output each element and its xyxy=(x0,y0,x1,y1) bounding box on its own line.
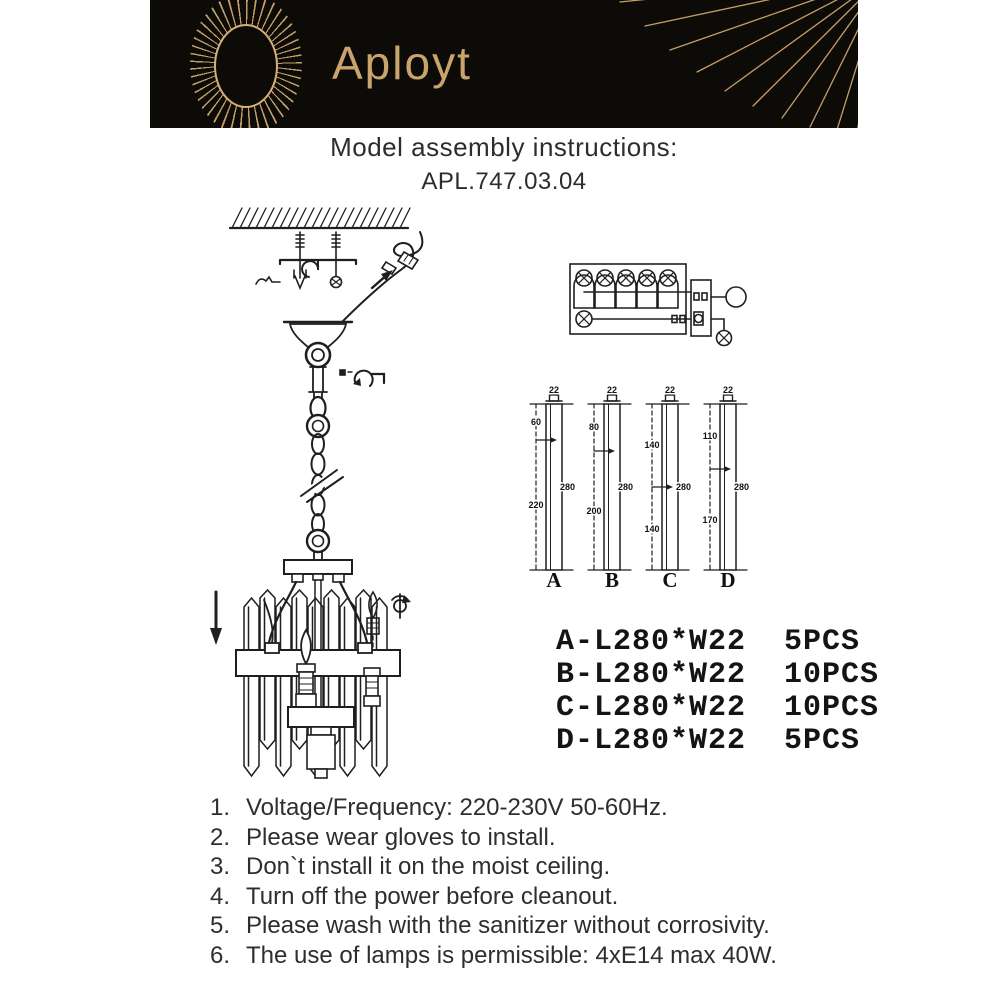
crystal-c-length-label: 280 xyxy=(675,482,692,492)
twist-lock-symbol xyxy=(340,370,384,386)
crystal-b-bottom-offset-label: 200 xyxy=(586,506,602,516)
instruction-text: Don`t install it on the moist ceiling. xyxy=(246,853,611,881)
instruction-number: 4. xyxy=(209,882,230,910)
lamp-symbol-bottom xyxy=(576,311,691,327)
crystal-c-letter: C xyxy=(662,568,678,589)
lamp-symbols-row xyxy=(574,270,678,308)
instruction-number: 2. xyxy=(209,823,230,851)
instruction-item xyxy=(196,852,876,882)
ceiling-hook-icon xyxy=(302,260,318,277)
part-label: A-L280*W22 xyxy=(556,625,747,659)
crystal-strip-b xyxy=(584,384,640,589)
crystal-b-top-offset-label: 80 xyxy=(588,422,600,432)
crystal-b-length-label: 280 xyxy=(617,482,634,492)
crystal-a-length-label: 280 xyxy=(559,482,576,492)
crystal-d-width-label: 22 xyxy=(722,385,734,395)
instruction-item xyxy=(196,911,876,941)
part-row xyxy=(556,626,896,659)
crystal-a-letter: A xyxy=(546,568,562,589)
crystal-strip-c xyxy=(642,384,698,589)
crystal-c-width-label: 22 xyxy=(664,385,676,395)
crystal-c-bottom-offset-label: 140 xyxy=(644,524,660,534)
instruction-number: 5. xyxy=(209,912,230,940)
sheet-title: Model assembly instructions: xyxy=(330,132,678,162)
instruction-number: 6. xyxy=(209,941,230,969)
brand-banner xyxy=(150,0,858,128)
title-block xyxy=(150,132,858,196)
instruction-text: Please wear gloves to install. xyxy=(246,823,556,851)
part-row xyxy=(556,725,896,758)
parts-list xyxy=(556,626,896,758)
brand-logo-text: Aployt xyxy=(332,37,472,89)
crystal-d-top-offset-label: 110 xyxy=(702,431,718,441)
part-label: D-L280*W22 xyxy=(556,724,747,758)
instruction-text: The use of lamps is permissible: 4xE14 max 40W. xyxy=(246,941,777,969)
right-socket xyxy=(364,668,380,706)
crystal-a-top-offset-label: 60 xyxy=(530,417,542,427)
instruction-text: Turn off the power before cleanout. xyxy=(246,882,619,910)
wall-anchor-icon xyxy=(256,277,280,284)
sunburst-logo-core xyxy=(214,24,278,108)
crystal-strip-d xyxy=(700,384,756,589)
part-label: C-L280*W22 xyxy=(556,691,747,725)
rotate-bulb-symbol xyxy=(392,594,411,618)
instruction-item xyxy=(196,823,876,853)
part-qty: 10PCS xyxy=(784,691,880,725)
instruction-number: 3. xyxy=(209,853,230,881)
part-row xyxy=(556,692,896,725)
crystal-d-letter: D xyxy=(720,568,736,589)
part-row xyxy=(556,659,896,692)
crystal-b-width-label: 22 xyxy=(606,385,618,395)
safety-instructions xyxy=(196,793,876,971)
ceiling-hatch xyxy=(232,208,410,228)
crystal-d-length-label: 280 xyxy=(733,482,750,492)
part-qty: 5PCS xyxy=(784,625,861,659)
instruction-number: 1. xyxy=(209,794,230,821)
crystal-a-bottom-offset-label: 220 xyxy=(528,500,544,510)
hanging-chain xyxy=(298,415,343,560)
part-label: B-L280*W22 xyxy=(556,658,747,692)
part-qty: 5PCS xyxy=(784,724,861,758)
instruction-item xyxy=(196,882,876,912)
crystal-b-letter: B xyxy=(604,568,620,589)
part-qty: 10PCS xyxy=(784,658,880,692)
power-wire xyxy=(342,232,422,322)
frame-cap xyxy=(284,560,352,582)
instruction-item xyxy=(196,941,876,971)
crystal-c-top-offset-label: 140 xyxy=(644,440,660,450)
slide-down-arrow xyxy=(210,592,222,645)
instruction-item xyxy=(196,793,876,823)
crystal-strip-a xyxy=(526,384,582,589)
model-number: APL.747.03.04 xyxy=(421,168,587,195)
wiring-diagram xyxy=(558,246,770,358)
crystal-d-bottom-offset-label: 170 xyxy=(702,515,718,525)
switch-symbol xyxy=(726,287,746,307)
lamp-symbol-output xyxy=(711,319,732,346)
crystal-a-width-label: 22 xyxy=(548,385,560,395)
instruction-text: Please wash with the sanitizer without corrosivity. xyxy=(246,912,770,940)
crystal-dimension-diagrams xyxy=(526,384,756,589)
instruction-text: Voltage/Frequency: 220-230V 50-60Hz. xyxy=(246,794,668,821)
assembly-diagram xyxy=(168,202,468,787)
